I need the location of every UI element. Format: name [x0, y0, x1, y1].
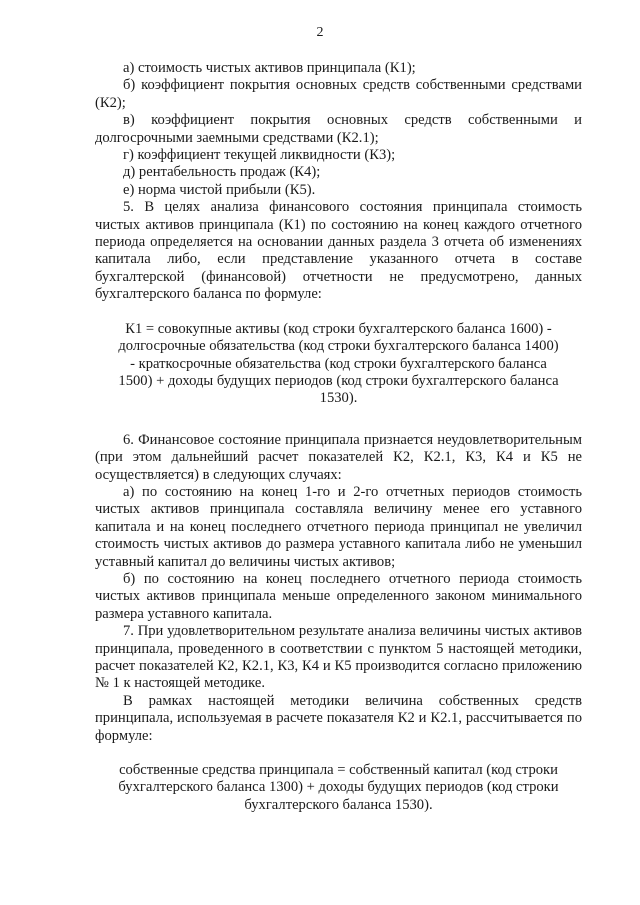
list-item-k3: г) коэффициент текущей ликвидности (К3);	[123, 147, 396, 164]
paragraph-6a: а) по состоянию на конец 1-го и 2-го отчетных периодов стоимость чистых активов принципала составляла величину менее его уставного капитала и на конец последнего отчетного периода принципал не увеличил стоимость чистых активов до размера уставного капитала либо не уменьшил уставный капитал до величины чистых активов;	[95, 483, 582, 570]
formula-k1: К1 = совокупные активы (код строки бухгалтерского баланса 1600) - долгосрочные обязательства (код строки бухгалтерского баланса 1400) - краткосрочные обязательства (код строки бухгалтерского баланса 1500) + доходы будущих периодов (код строки бухгалтерского баланса 1530).	[118, 320, 559, 407]
list-item-k5: е) норма чистой прибыли (К5).	[123, 181, 316, 198]
paragraph-5: 5. В целях анализа финансового состояния принципала стоимость чистых активов принципала (К1) по состоянию на конец каждого отчетного периода определяется на основании данных раздела 3 отчета об изменениях капитала либо, если представление указанного отчета в составе бухгалтерской (финансовой) отчетности не предусмотрено, данных бухгалтерского баланса по формуле:	[95, 199, 582, 303]
list-item-k2-1: в) коэффициент покрытия основных средств собственными и долгосрочными заемными средствами (К2.1);	[95, 112, 582, 146]
formula-equity: собственные средства принципала = собственный капитал (код строки бухгалтерского баланса 1300) + доходы будущих периодов (код строки бухгалтерского баланса 1530).	[118, 762, 559, 813]
paragraph-6: 6. Финансовое состояние принципала признается неудовлетворительным (при этом дальнейший расчет показателей К2, К2.1, К3, К4 и К5 не осуществляется) в следующих случаях:	[95, 431, 582, 483]
paragraph-equity-intro: В рамках настоящей методики величина собственных средств принципала, используемая в расчете показателя К2 и К2.1, рассчитывается по формуле:	[95, 692, 582, 744]
list-item-k1: а) стоимость чистых активов принципала (К1);	[123, 60, 416, 76]
paragraph-7: 7. При удовлетворительном результате анализа величины чистых активов принципала, проведенного в соответствии с пунктом 5 настоящей методики, расчет показателей К2, К2.1, К3, К4 и К5 производится согласно приложению № 1 к настоящей методике.	[95, 623, 582, 692]
list-item-k2: б) коэффициент покрытия основных средств собственными средствами (К2);	[95, 77, 582, 111]
document-body	[95, 60, 582, 814]
paragraph-6b: б) по состоянию на конец последнего отчетного периода стоимость чистых активов принципала меньше определенного законом минимального размера уставного капитала.	[95, 570, 582, 622]
list-item-k4: д) рентабельность продаж (К4);	[123, 164, 321, 181]
page-number: 2	[316, 25, 324, 40]
